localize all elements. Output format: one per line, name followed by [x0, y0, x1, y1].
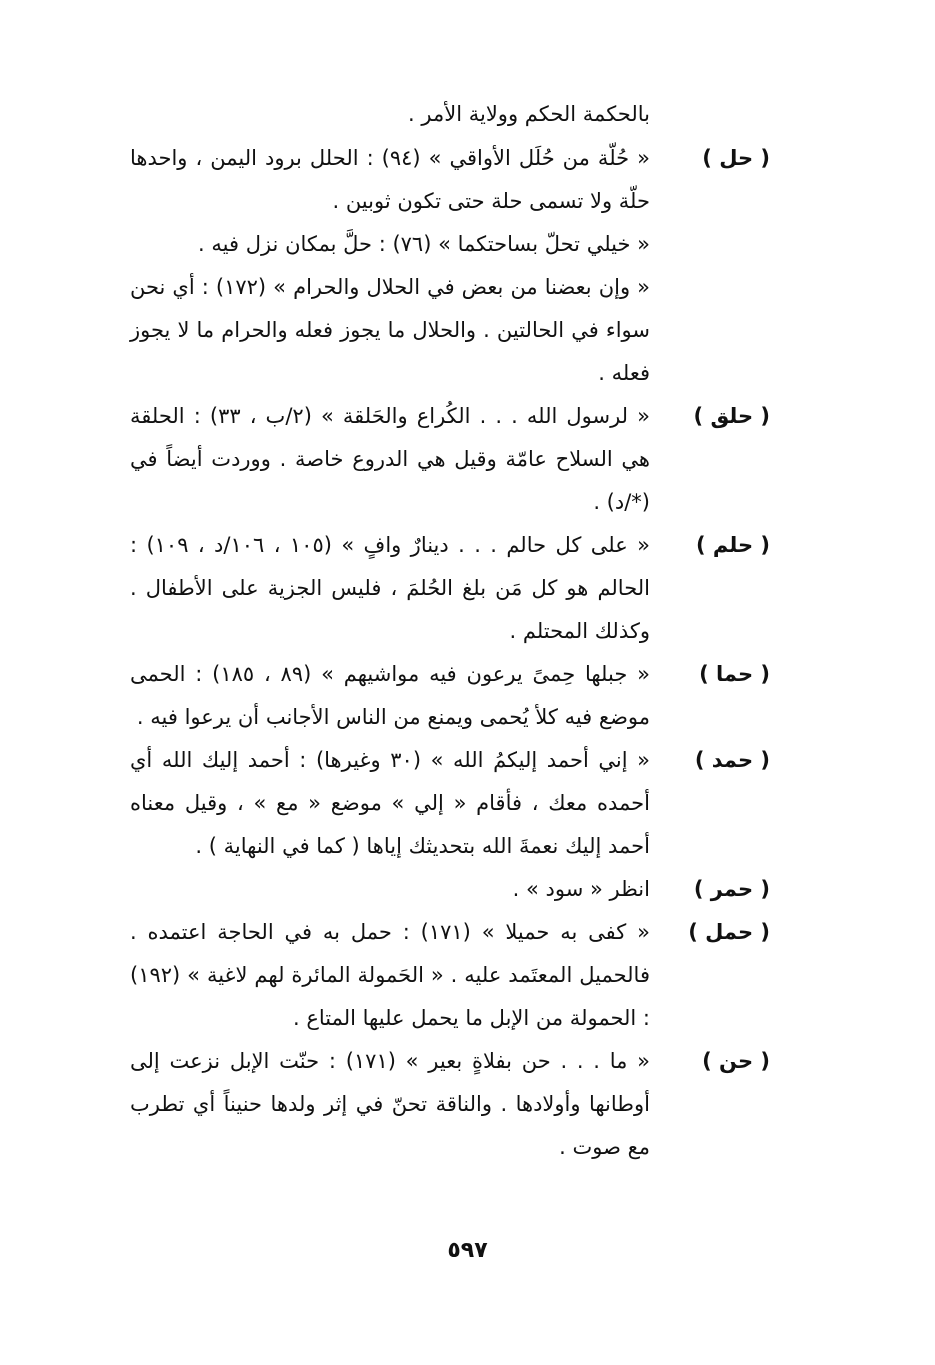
entry-hamd — [130, 739, 770, 868]
entries-list — [130, 137, 770, 1169]
entry-body — [130, 1040, 650, 1169]
entry-head: ( حلق ) — [693, 404, 770, 428]
entry-hamr — [130, 868, 770, 911]
entry-hal — [130, 137, 770, 395]
entry-body — [130, 524, 650, 653]
entry-paragraph: « إني أحمد إليكمُ الله » (٣٠ وغيرها) : أحمد إليك الله أي أحمده معك ، فأقام « إلي » موضع « مع » ، وقيل معناه أحمد إليك نعمةَ الله بتحديثك إياها ( كما في النهاية ) . — [130, 748, 650, 858]
entry-paragraph: « حُلّة من حُلَل الأواقي » (٩٤) : الحلل برود اليمن ، واحدها حلّة ولا تسمى حلة حتى تكون ثوبين . — [130, 146, 650, 213]
entry-paragraph: « لرسول الله . . . الكُراع والحَلقة » (٢/ب ، ٣٣) : الحلقة هي السلاح عامّة وقيل هي الدروع خاصة . ووردت أيضاً في (*/د) . — [130, 404, 650, 514]
entry-head: ( حمد ) — [694, 748, 770, 772]
entry-head: ( حما ) — [699, 662, 770, 686]
entry-body — [130, 395, 650, 524]
entry-paragraph: « جبلها حِمىً يرعون فيه مواشيهم » (٨٩ ، ١٨٥) : الحمى موضع فيه كلأ يُحمى ويمنع من الناس الأجانب أن يرعوا فيه . — [130, 662, 650, 729]
entry-halq — [130, 395, 770, 524]
entry-body — [130, 739, 650, 868]
entry-haml — [130, 911, 770, 1040]
entry-paragraph: « خيلي تحلّ بساحتكما » (٧٦) : حلَّ بمكان نزل فيه . — [198, 232, 650, 256]
page-number: ٥٩٧ — [447, 1238, 488, 1263]
entry-halm — [130, 524, 770, 653]
entry-head: ( حل ) — [702, 146, 770, 170]
entry-head: ( حن ) — [702, 1049, 770, 1073]
entry-paragraph: « وإن بعضنا من بعض في الحلال والحرام » (١٧٢) : أي نحن سواء في الحالتين . والحلال ما يجوز فعله والحرام ما لا يجوز فعله . — [130, 275, 650, 385]
entry-paragraph: « على كل حالم . . . دينارٌ وافٍ » (١٠٥ ، ١٠٦/د ، ١٠٩) : الحالم هو كل مَن بلغ الحُلمَ ، فليس الجزية على الأطفال . وكذلك المحتلم . — [130, 533, 650, 643]
entry-head: ( حلم ) — [696, 533, 770, 557]
entry-body — [130, 868, 650, 911]
entry-body — [130, 137, 650, 395]
entry-head: ( حمر ) — [693, 877, 770, 901]
entry-paragraph: « كفى به حميلا » (١٧١) : حمل به في الحاجة اعتمده . فالحميل المعتَمد عليه . « الحَمولة المائرة لهم لاغية » (١٩٢) : الحمولة من الإبل ما يحمل عليها المتاع . — [130, 920, 651, 1030]
entry-paragraph: انظر « سود » . — [512, 877, 650, 901]
entry-head: ( حمل ) — [688, 920, 770, 944]
intro-line: بالحكمة الحكم وولاية الأمر . — [408, 102, 650, 126]
entry-body — [130, 911, 650, 1040]
entry-body — [130, 653, 650, 739]
entry-hann — [130, 1040, 770, 1169]
entry-paragraph: « ما . . . حن بفلاةٍ بعير » (١٧١) : حنّت الإبل نزعت إلى أوطانها وأولادها . والناقة تحنّ في إثر ولدها حنيناً أي تطرب مع صوت . — [130, 1049, 650, 1159]
entry-hama — [130, 653, 770, 739]
